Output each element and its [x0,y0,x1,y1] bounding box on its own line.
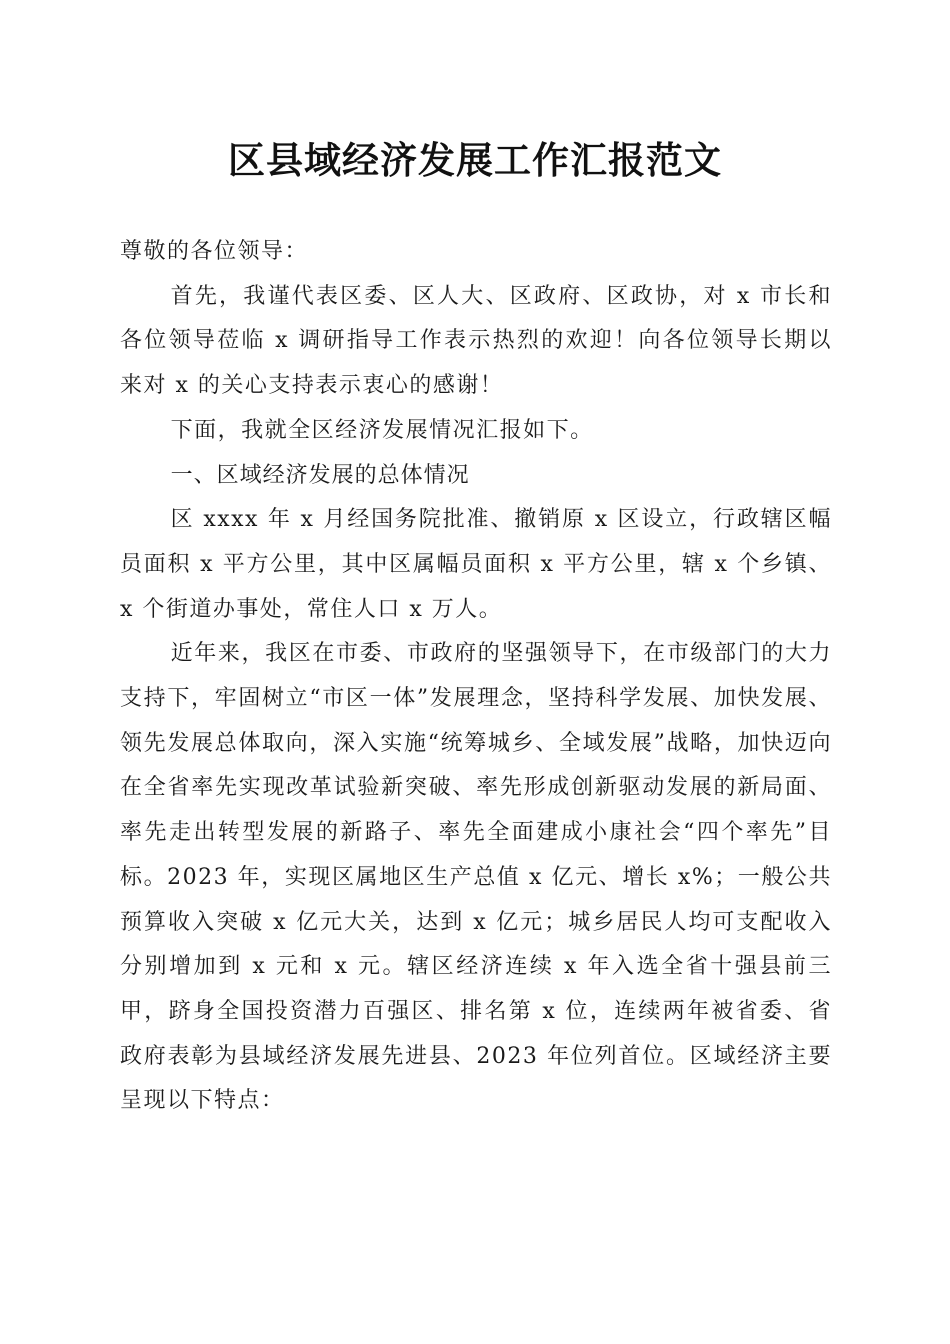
paragraph-intro: 下面，我就全区经济发展情况汇报如下。 [170,417,594,443]
paragraph-welcome: 首先，我谨代表区委、区人大、区政府、区政协，对 x 市长和各位领导莅临 x 调研指导工作表示热烈的欢迎！向各位领导长期以来对 x 的关心支持表示衷心的感谢！ [120,283,832,399]
section-heading: 一、区域经济发展的总体情况 [170,462,470,488]
paragraph-development-summary: 近年来，我区在市委、市政府的坚强领导下，在市级部门的大力支持下，牢固树立“市区一体”发展理念，坚持科学发展、加快发展、领先发展总体取向，深入实施“统筹城乡、全域发展”战略，加快迈向在全省率先实现改革试验新突破、率先形成创新驱动发展的新局面、率先走出转型发展的新路子、率先全面建成小康社会“四个率先”目标。2023 年，实现区属地区生产总值 x 亿元、增长 x%；一般公共预算收入突破 x 亿元大关，达到 x 亿元；城乡居民人均可支配收入分别增加到 x 元和 x 元。辖区经济连续 x 年入选全省十强县前三甲，跻身全国投资潜力百强区、排名第 x 位，连续两年被省委、省政府表彰为县域经济发展先进县、2023 年位列首位。区域经济主要呈现以下特点： [120,641,832,1114]
document-body [120,230,832,1124]
document-title: 区县域经济发展工作汇报范文 [228,138,722,182]
paragraph-district-overview: 区 xxxx 年 x 月经国务院批准、撤销原 x 区设立，行政辖区幅员面积 x 平方公里，其中区属幅员面积 x 平方公里，辖 x 个乡镇、x 个街道办事处，常住人口 x 万人。 [120,507,832,622]
salutation: 尊敬的各位领导： [120,239,309,264]
